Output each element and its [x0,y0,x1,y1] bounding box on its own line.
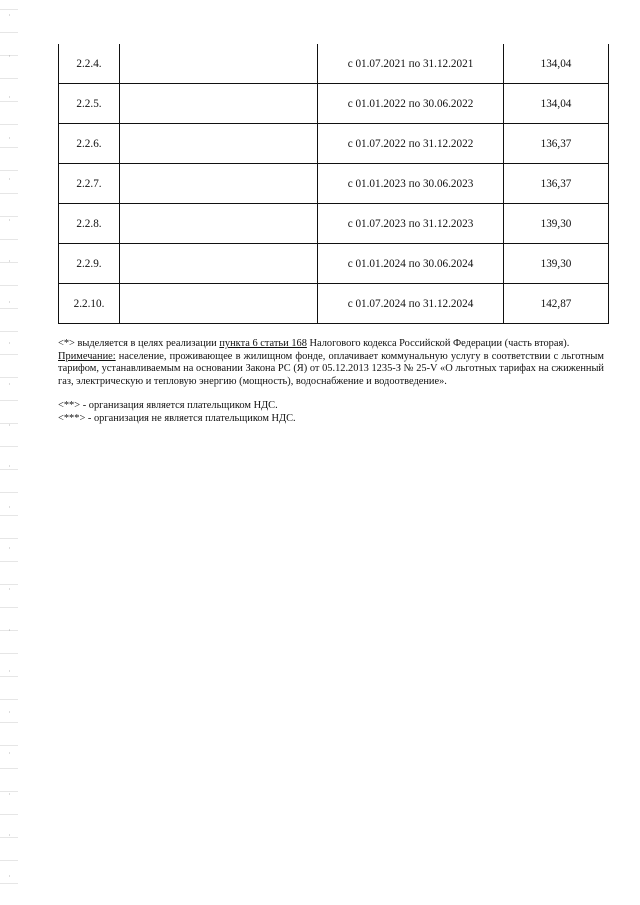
row-period-cell: с 01.07.2023 по 31.12.2023 [318,204,504,244]
row-number-cell: 2.2.4. [59,44,120,84]
row-number-cell: 2.2.8. [59,204,120,244]
scan-binding-edge [0,0,18,905]
table-row [59,164,609,204]
remark-label: Примечание: [58,350,116,362]
row-name-cell [120,44,318,84]
row-number-cell: 2.2.7. [59,164,120,204]
row-name-cell [120,204,318,244]
remark-text: население, проживающее в жилищном фонде, оплачивает коммунальную услугу в соответствии с льготным тарифом, устанавливаемым на основании Закона РС (Я) от 05.12.2013 1235-З № 25-V «О льготных тарифах на сжиженный газ, электрическую и тепловую энергию (мощность), водоснабжение и водоотведение». [58,350,604,387]
row-tariff-value-cell: 136,37 [504,124,609,164]
tax-code-link[interactable]: пункта 6 статьи 168 [219,338,307,349]
table-row [59,204,609,244]
table-row [59,124,609,164]
row-number-cell: 2.2.10. [59,284,120,324]
row-period-cell: с 01.07.2024 по 31.12.2024 [318,284,504,324]
row-tariff-value-cell: 134,04 [504,84,609,124]
footnote-vat-allocation [58,338,604,351]
row-number-cell: 2.2.6. [59,124,120,164]
row-name-cell [120,284,318,324]
row-period-cell: с 01.07.2021 по 31.12.2021 [318,44,504,84]
remark-paragraph [58,351,604,389]
tariff-table [58,44,609,324]
table-row [59,284,609,324]
row-period-cell: с 01.01.2022 по 30.06.2022 [318,84,504,124]
table-row [59,44,609,84]
footnote-vat-payer: <**> - организация является плательщиком НДС. [58,400,278,412]
row-tariff-value-cell: 139,30 [504,244,609,284]
row-number-cell: 2.2.9. [59,244,120,284]
footnote-vat-allocation-suffix: Налогового кодекса Российской Федерации (часть вторая). [306,338,570,349]
table-row [59,84,609,124]
footnote-non-vat-payer: <***> - организация не является плательщиком НДС. [58,412,296,424]
row-name-cell [120,164,318,204]
footnote-vat-allocation-prefix: <*> выделяется в целях реализации [58,338,220,349]
row-tariff-value-cell: 134,04 [504,44,609,84]
row-name-cell [120,124,318,164]
notes-block [58,338,604,426]
spacer [58,388,604,400]
row-period-cell: с 01.07.2022 по 31.12.2022 [318,124,504,164]
row-tariff-value-cell: 142,87 [504,284,609,324]
row-name-cell [120,84,318,124]
row-period-cell: с 01.01.2024 по 30.06.2024 [318,244,504,284]
row-period-cell: с 01.01.2023 по 30.06.2023 [318,164,504,204]
tariff-table-body [59,44,609,324]
row-tariff-value-cell: 139,30 [504,204,609,244]
row-tariff-value-cell: 136,37 [504,164,609,204]
row-name-cell [120,244,318,284]
row-number-cell: 2.2.5. [59,84,120,124]
table-row [59,244,609,284]
